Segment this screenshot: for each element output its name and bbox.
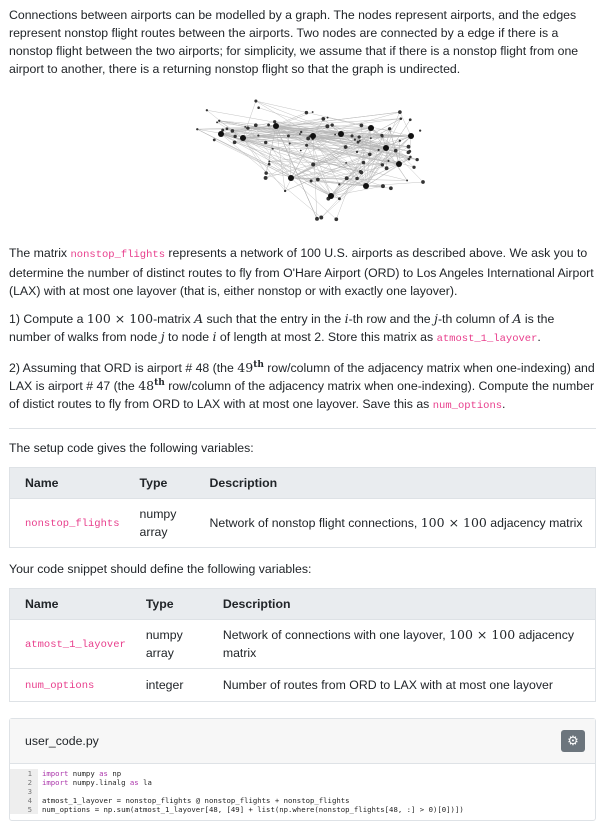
col-description: Description <box>213 589 596 620</box>
define-variables-table <box>9 588 596 702</box>
problem-paragraph: The matrix nonstop_flights represents a network of 100 U.S. airports as described above. We ask you to determine the number of distinct routes to fly from O'Hare Airport (ORD) to Los Angeles International Airport (LAX) with at most one layover (that is, either nonstop or with exactly one layover). <box>9 244 596 300</box>
var-atmost-1-layover: atmost_1_layover <box>437 333 538 345</box>
define-label: Your code snippet should define the following variables: <box>9 560 596 578</box>
var-num-options: num_options <box>433 400 502 412</box>
table-row: nonstop_flights numpy array Network of nonstop flight connections, 100 × 100 adjacency matrix <box>10 499 596 548</box>
divider <box>9 428 596 429</box>
code-editor[interactable] <box>10 764 595 820</box>
gear-icon: ⚙ <box>567 732 579 750</box>
col-name: Name <box>10 589 136 620</box>
col-description: Description <box>200 468 596 499</box>
task2-paragraph: 2) Assuming that ORD is airport # 48 (the 49th row/column of the adjacency matrix when one-indexing) and LAX is airport # 47 (the 48th row/column of the adjacency matrix when one-indexing). Compute the number of distict routes to fly from ORD to LAX with at most one layover. Save this as num_options. <box>9 359 596 415</box>
editor-settings-button[interactable] <box>561 730 585 752</box>
airport-network-figure <box>181 86 425 232</box>
code-line: 5 num_options = np.sum(atmost_1_layover[48, [49] + list(np.where(nonstop_flights[48, :] > 0)[0])]) <box>10 805 595 814</box>
editor-filename: user_code.py <box>25 732 99 750</box>
setup-variables-table <box>9 467 596 548</box>
code-line: 4 atmost_1_layover = nonstop_flights @ nonstop_flights + nonstop_flights <box>10 796 595 805</box>
table-row: num_options integer Number of routes from ORD to LAX with at most one layover <box>10 669 596 702</box>
col-type: Type <box>130 468 200 499</box>
var-nonstop-flights: nonstop_flights <box>71 249 166 261</box>
intro-paragraph: Connections between airports can be modelled by a graph. The nodes represent airports, and the edges represent nonstop flight routes between the airports. Two nodes are connected by a edge if there is a nonstop flight between the two airports; for simplicity, we assume that if there is a nonstop flight from one airport to another, there is a returning nonstop flight so that the graph is undirected. <box>9 6 596 78</box>
setup-label: The setup code gives the following variables: <box>9 439 596 457</box>
code-editor-card <box>9 718 596 821</box>
col-type: Type <box>136 589 213 620</box>
task1-paragraph: 1) Compute a 100 × 100-matrix A such that the entry in the i-th row and the j-th column of A is the number of walks from node j to node i of length at most 2. Store this matrix as atmost_1_layover. <box>9 310 596 348</box>
code-line: 3 <box>10 787 595 796</box>
code-line: 1 import numpy as np <box>10 769 595 778</box>
table-row: atmost_1_layover numpy array Network of connections with one layover, 100 × 100 adjacency matrix <box>10 620 596 669</box>
code-line: 2 import numpy.linalg as la <box>10 778 595 787</box>
col-name: Name <box>10 468 130 499</box>
